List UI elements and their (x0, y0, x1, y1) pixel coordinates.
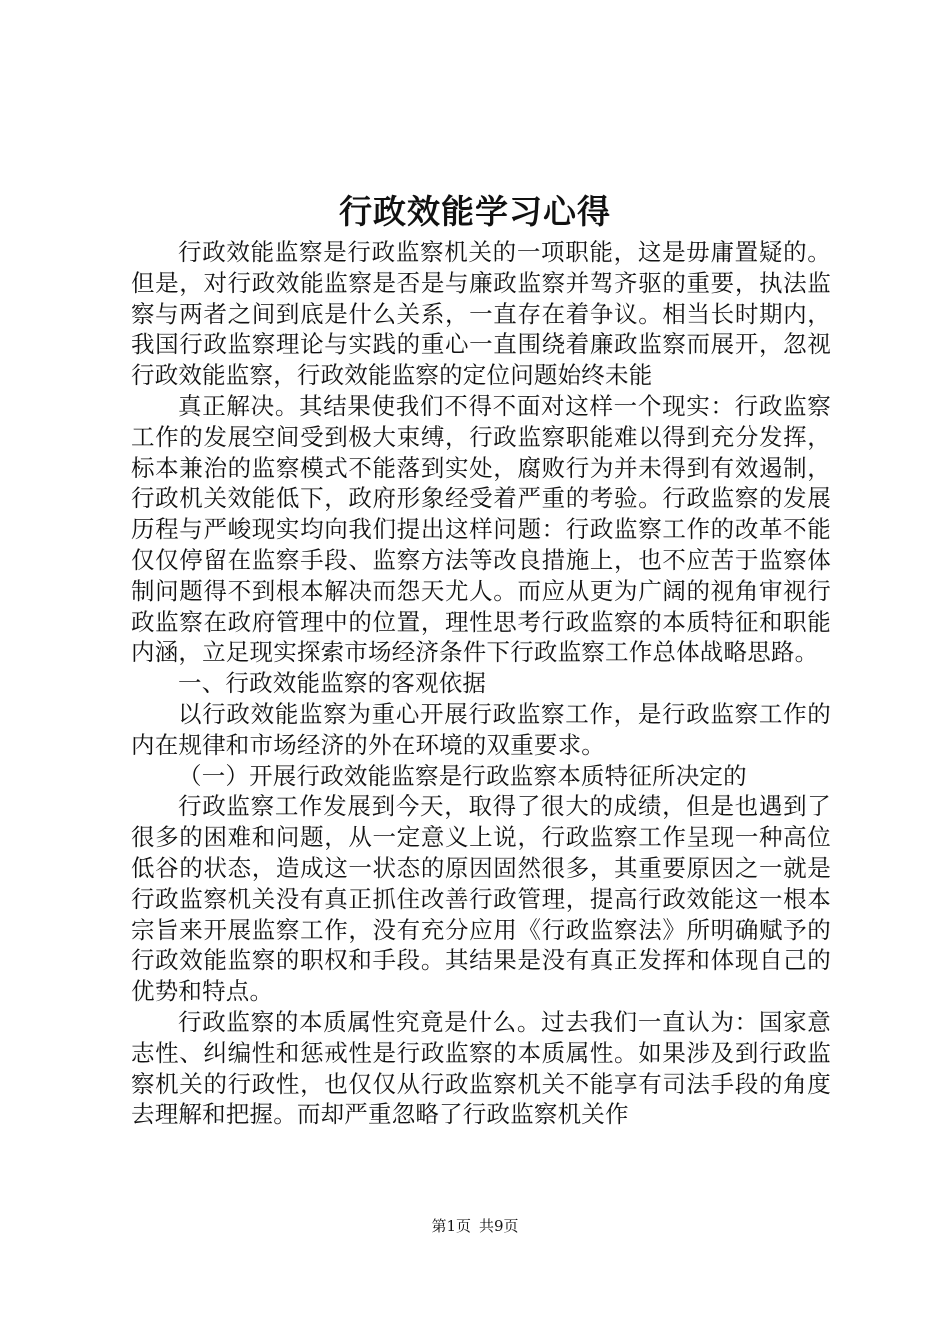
page-number: 第1页 (431, 1217, 471, 1235)
paragraph: 行政监察工作发展到今天，取得了很大的成绩，但是也遇到了很多的困难和问题，从一定意义上说，行政监察工作呈现一种高位低谷的状态，造成这一状态的原因固然很多，其重要原因之一就是行政监察机关没有真正抓住改善行政管理，提高行政效能这一根本宗旨来开展监察工作，没有充分应用《行政监察法》所明确赋予的行政效能监察的职权和手段。其结果是没有真正发挥和体现自己的优势和特点。 (131, 792, 831, 1006)
paragraph: 以行政效能监察为重心开展行政监察工作，是行政监察工作的内在规律和市场经济的外在环境的双重要求。 (131, 699, 831, 759)
page-footer (0, 1215, 950, 1236)
subsection-heading: （一）开展行政效能监察是行政监察本质特征所决定的 (178, 761, 747, 790)
document-body (131, 237, 831, 1130)
paragraph: 行政效能监察是行政监察机关的一项职能，这是毋庸置疑的。但是，对行政效能监察是否是与廉政监察并驾齐驱的重要，执法监察与两者之间到底是什么关系，一直存在着争议。相当长时期内，我国行政监察理论与实践的重心一直围绕着廉政监察而展开，忽视行政效能监察，行政效能监察的定位问题始终未能 (131, 238, 831, 390)
paragraph: 行政监察的本质属性究竟是什么。过去我们一直认为：国家意志性、纠编性和惩戒性是行政监察的本质属性。如果涉及到行政监察机关的行政性，也仅仅从行政监察机关不能享有司法手段的角度去理解和把握。而却严重忽略了行政监察机关作 (131, 1007, 831, 1129)
section-heading: 一、行政效能监察的客观依据 (178, 669, 487, 698)
paragraph: 真正解决。其结果使我们不得不面对这样一个现实：行政监察工作的发展空间受到极大束缚，行政监察职能难以得到充分发挥，标本兼治的监察模式不能落到实处，腐败行为并未得到有效遏制，行政机关效能低下，政府形象经受着严重的考验。行政监察的发展历程与严峻现实均向我们提出这样问题：行政监察工作的改革不能仅仅停留在监察手段、监察方法等改良措施上，也不应苦于监察体制问题得不到根本解决而怨天尤人。而应从更为广阔的视角审视行政监察在政府管理中的位置，理性思考行政监察的本质特征和职能内涵，立足现实探索市场经济条件下行政监察工作总体战略思路。 (131, 391, 831, 667)
document-title: 行政效能学习心得 (339, 192, 611, 231)
page-total: 共9页 (479, 1217, 519, 1235)
